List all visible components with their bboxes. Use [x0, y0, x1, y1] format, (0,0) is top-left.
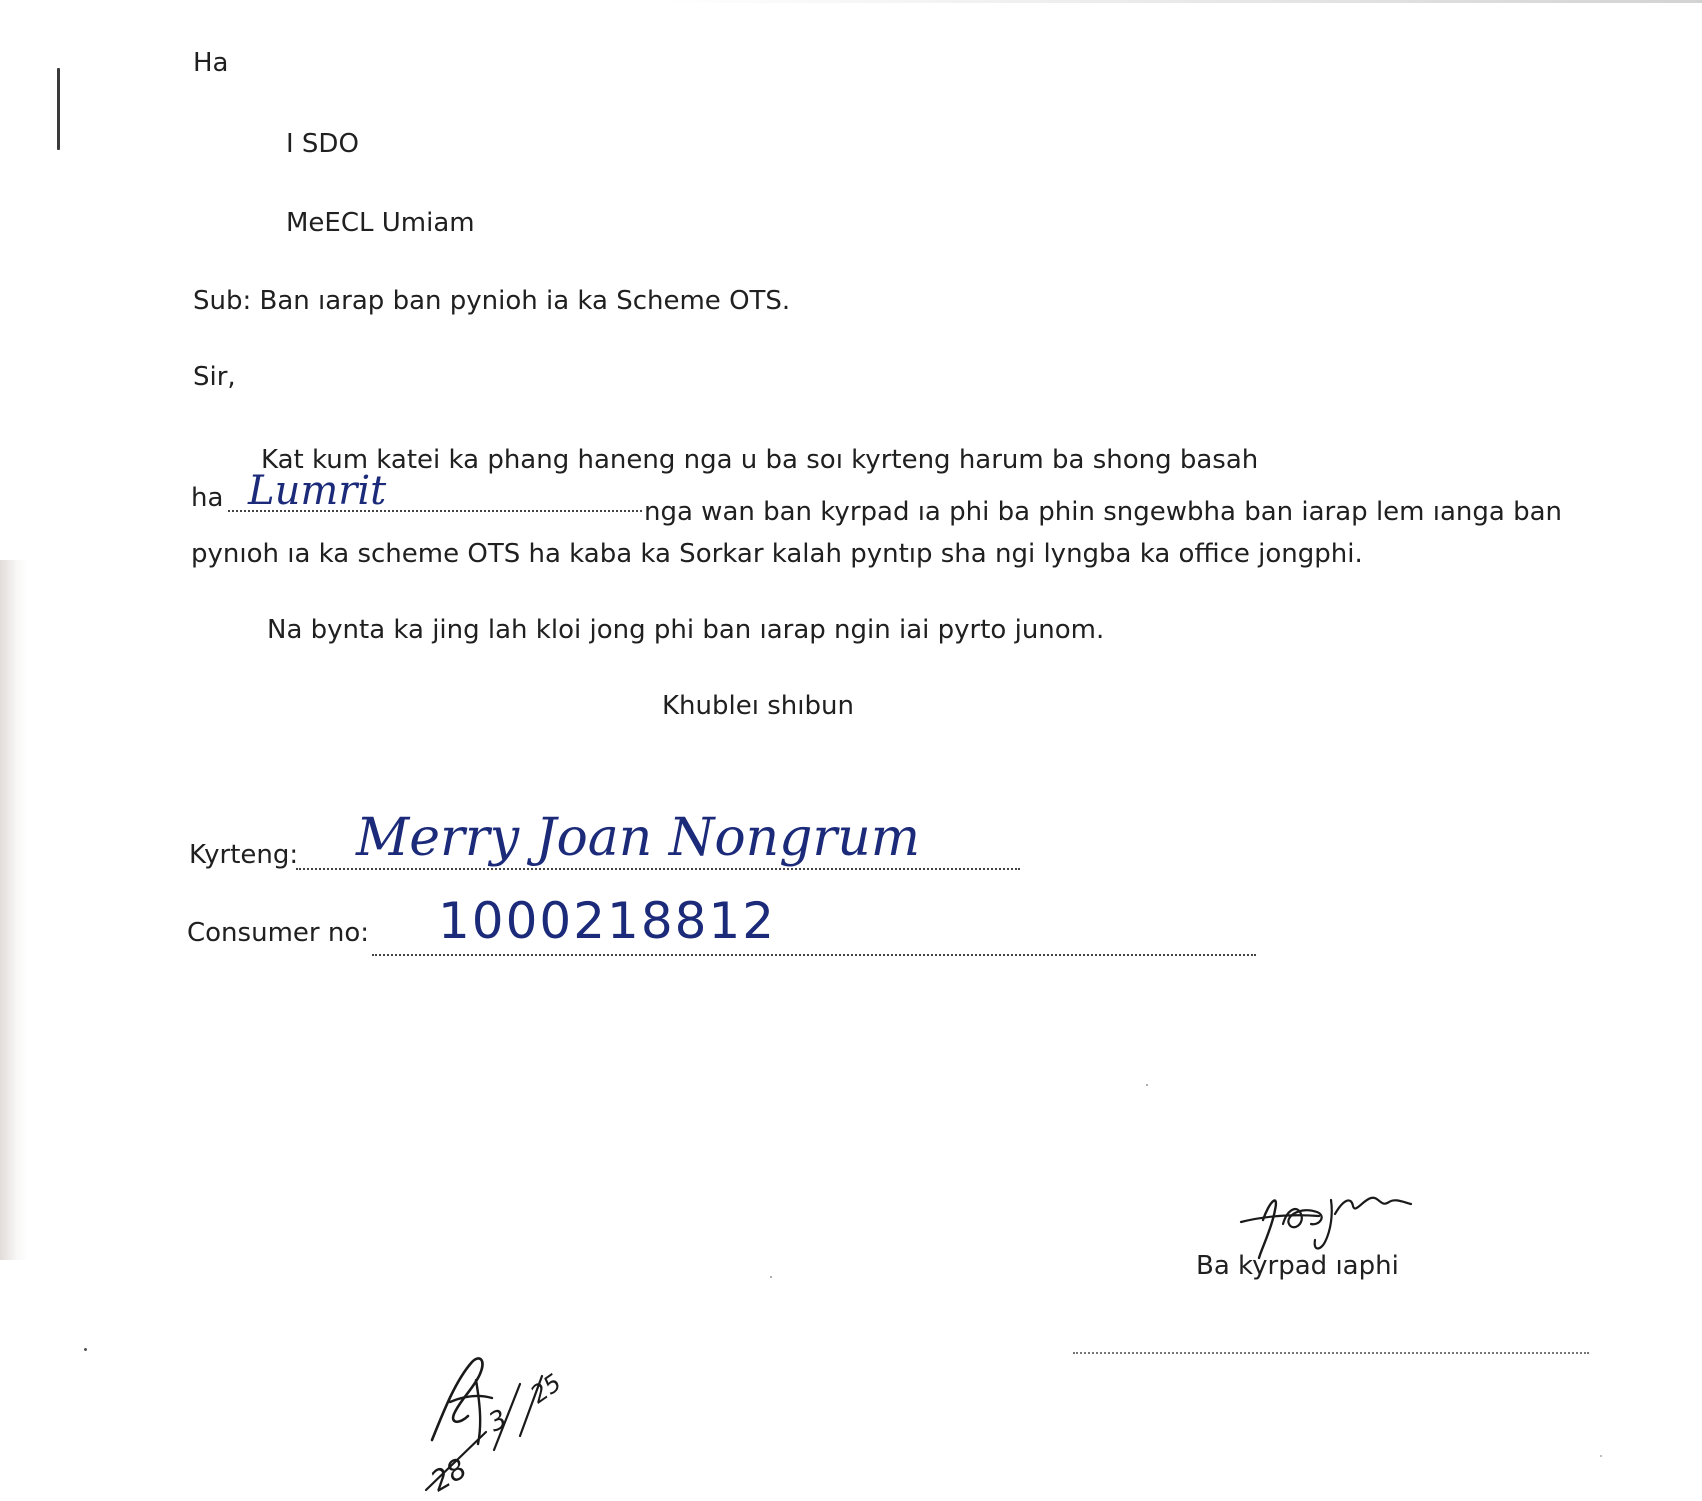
- scan-speck: [84, 1348, 87, 1351]
- scan-margin-mark: [57, 68, 60, 150]
- signatory-dotted-line: [1073, 1352, 1589, 1354]
- name-label: Kyrteng:: [189, 840, 299, 870]
- svg-text:28: 28: [425, 1451, 473, 1499]
- greeting: Sir,: [193, 362, 236, 392]
- recipient-line-2: MeECL Umiam: [286, 208, 475, 238]
- consumer-label: Consumer no:: [187, 918, 369, 948]
- paragraph-1-line-2-suffix: nga wan ban kyrpad ıa phi ba phin sngewbha ban iarap lem ıanga ban: [644, 497, 1563, 527]
- handwritten-consumer-no: 1000218812: [438, 892, 777, 950]
- date-initials: [420, 1340, 590, 1500]
- paragraph-2: Na bynta ka jing lah kloi jong phi ban ıarap ngin iai pyrto junom.: [267, 615, 1105, 645]
- scan-speck: [1600, 1455, 1602, 1457]
- scan-speck: [1146, 1084, 1148, 1086]
- consumer-dotted-line: [372, 954, 1256, 956]
- svg-text:25: 25: [525, 1368, 567, 1409]
- recipient-line-1: I SDO: [286, 129, 359, 159]
- svg-text:3: 3: [484, 1404, 512, 1439]
- scan-top-edge: [660, 0, 1702, 3]
- scan-shadow: [0, 560, 28, 1260]
- paragraph-1-line-1: Kat kum katei ka phang haneng nga u ba soı kyrteng harum ba shong basah: [261, 445, 1259, 475]
- handwritten-place: Lumrit: [248, 468, 387, 514]
- paragraph-1-line-2-prefix: ha: [191, 483, 224, 513]
- handwritten-name: Merry Joan Nongrum: [356, 808, 921, 868]
- paragraph-1-line-3: pynıoh ıa ka scheme OTS ha kaba ka Sorkar kalah pyntıp sha ngi lyngba ka office jongphi.: [191, 539, 1363, 569]
- scan-speck: [770, 1276, 772, 1278]
- name-dotted-line: [296, 868, 1020, 870]
- subject-line: Sub: Ban ıarap ban pynioh ia ka Scheme OTS.: [193, 286, 791, 316]
- salutation-to: Ha: [193, 48, 229, 78]
- signatory-label: Ba kyrpad ıaphi: [1196, 1251, 1399, 1281]
- signatory-signature: [1235, 1180, 1455, 1260]
- closing: Khubleı shıbun: [662, 691, 854, 721]
